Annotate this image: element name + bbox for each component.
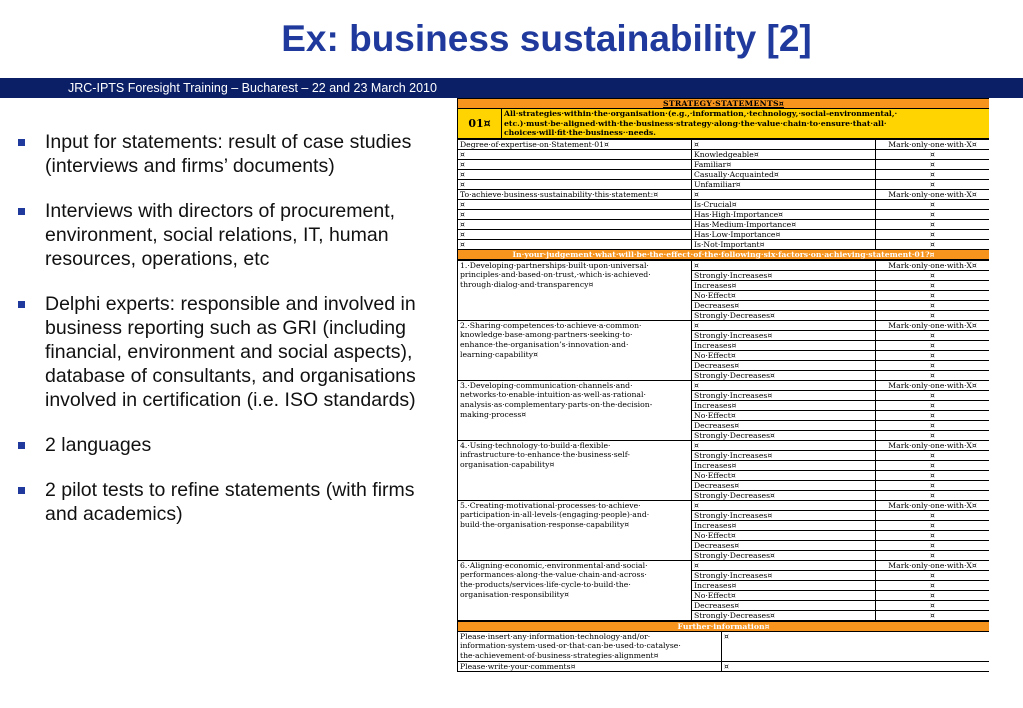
option-label: Knowledgeable¤ [692,149,876,159]
mark-instruction: Mark·only·one·with·X¤ [876,320,990,330]
option-label: Strongly·Increases¤ [692,450,876,460]
answer-cell[interactable]: ¤ [876,450,990,460]
mark-instruction: Mark·only·one·with·X¤ [876,139,990,149]
mark-instruction: Mark·only·one·with·X¤ [876,560,990,570]
slide-title: Ex: business sustainability [2] [281,18,812,59]
option-label: Decreases¤ [692,600,876,610]
answer-cell[interactable]: ¤ [876,390,990,400]
option-label: Increases¤ [692,280,876,290]
mark-instruction: Mark·only·one·with·X¤ [876,189,990,199]
answer-cell[interactable]: ¤ [876,590,990,600]
option-label: Has·Medium·Importance¤ [692,219,876,229]
option-label: No·Effect¤ [692,590,876,600]
option-label: Strongly·Increases¤ [692,330,876,340]
judgement-header: In·your·judgement·what·will·be·the·effect·of·the·following·six·factors·on·achieving·statement·01?¤ [458,249,990,259]
option-label: Strongly·Decreases¤ [692,610,876,620]
answer-cell[interactable]: ¤ [876,400,990,410]
answer-cell[interactable]: ¤ [876,239,990,249]
bullet-item: 2 languages [18,433,418,457]
bullet-item: 2 pilot tests to refine statements (with firms and academics) [18,478,418,526]
further-info-header: Further·information¤ [458,621,990,631]
option-label: No·Effect¤ [692,530,876,540]
bullet-square-icon [18,208,25,215]
answer-cell[interactable]: ¤ [876,300,990,310]
statement-table [457,98,989,139]
option-label: Strongly·Increases¤ [692,510,876,520]
option-label: Strongly·Decreases¤ [692,490,876,500]
option-label: Is·Not·Important¤ [692,239,876,249]
bullet-item: Input for statements: result of case studies (interviews and firms’ documents) [18,130,418,178]
option-label: No·Effect¤ [692,290,876,300]
option-label: Decreases¤ [692,480,876,490]
option-label: Unfamiliar¤ [692,179,876,189]
answer-cell[interactable]: ¤ [876,540,990,550]
expertise-table: Degree·of·expertise·on·Statement·01¤ ¤ Mark·only·one·with·X¤ ¤ Knowledgeable¤ ¤ ¤ Familiar¤ ¤ ¤ Casually·Acquainted¤ ¤ ¤ Unfamiliar¤ ¤ To·achieve·business·sustainability·this·statement:¤ ¤ Mark·only·one·with·X¤ ¤ Is·Crucial¤ ¤ ¤ Has·High·Importance¤ ¤ ¤ Has·Medium·Importance¤ ¤ ¤ Has·Low·Importance¤ ¤ ¤ Is·Not·Important¤ ¤ In·your·judgement·what·will·be·the·effect·of·the·following·six·factors·on·achieving·statement·01?¤ [457,139,989,260]
header-band [0,78,1023,98]
answer-cell[interactable]: ¤ [876,520,990,530]
option-label: Is·Crucial¤ [692,199,876,209]
further-answer[interactable]: ¤ [722,631,990,661]
comments-answer[interactable]: ¤ [722,661,990,672]
answer-cell[interactable]: ¤ [876,430,990,440]
option-label: Strongly·Increases¤ [692,270,876,280]
answer-cell[interactable]: ¤ [876,370,990,380]
answer-cell[interactable]: ¤ [876,179,990,189]
option-label: Strongly·Increases¤ [692,570,876,580]
mark-instruction: Mark·only·one·with·X¤ [876,380,990,390]
answer-cell[interactable]: ¤ [876,219,990,229]
option-label: Familiar¤ [692,159,876,169]
answer-cell[interactable]: ¤ [876,290,990,300]
importance-label: To·achieve·business·sustainability·this·statement:¤ [458,189,692,199]
option-label: Decreases¤ [692,360,876,370]
band-text: JRC-IPTS Foresight Training – Bucharest – 22 and 23 March 2010 [68,81,437,95]
answer-cell[interactable]: ¤ [876,350,990,360]
answer-cell[interactable]: ¤ [876,480,990,490]
answer-cell[interactable]: ¤ [876,159,990,169]
answer-cell[interactable]: ¤ [876,310,990,320]
option-label: No·Effect¤ [692,410,876,420]
strategy-statements-header: STRATEGY·STATEMENTS¤ [458,99,990,109]
option-label: No·Effect¤ [692,470,876,480]
further-info-table [457,621,989,672]
option-label: Strongly·Decreases¤ [692,370,876,380]
answer-cell[interactable]: ¤ [876,209,990,219]
answer-cell[interactable]: ¤ [876,169,990,179]
answer-cell[interactable]: ¤ [876,610,990,620]
comments-question: Please·write·your·comments¤ [458,661,722,672]
answer-cell[interactable]: ¤ [876,600,990,610]
option-label: Increases¤ [692,460,876,470]
answer-cell[interactable]: ¤ [876,270,990,280]
option-label: Increases¤ [692,340,876,350]
mark-instruction: Mark·only·one·with·X¤ [876,500,990,510]
statement-number: 01¤ [458,109,502,139]
factors-table: 1.·Developing·partnerships·built·upon·universal· principles·and·based·on·trust,·which·is·achieved· through·dialog·and·transparency¤ ¤ Mark·only·one·with·X¤ Strongly·Increases¤ ¤ Increases¤ ¤ No·Effect¤ ¤ Decreases¤ ¤ Strongly·Decreases¤ ¤ 2.·Sharing·competences·to·achieve·a·common· knowledge·base·among·partners·seeking·to· enhance·the·organisation’s·innovation·and· learning·capability¤ ¤ Mark·only·one·with·X¤ Strongly·Increases¤ ¤ Increases¤ ¤ No·Effect¤ ¤ Decreases¤ ¤ Strongly·Decreases¤ ¤ 3.·Developing·communication·channels·and· networks·to·enable·intuition·as·well·as·rational· analysis·as·complementary·parts·on·the·decision-making·process¤ ¤ Mark·only·one·with·X¤ Strongly·Increases¤ ¤ Increases¤ ¤ No·Effect¤ ¤ Decreases¤ ¤ Strongly·Decreases¤ ¤ 4.·Using·technology·to·build·a·flexible· infrastructure·to·enhance·the·business·self-organisation·capability¤ ¤ Mark·only·one·with·X¤ Strongly·Increases¤ ¤ Increases¤ ¤ No·Effect¤ ¤ Decreases¤ ¤ Strongly·Decreases¤ ¤ 5.·Creating·motivational·processes·to·achieve· participation·in·all·levels·(engaging·people)·and· build·the·organisation·response·capability¤ ¤ Mark·only·one·with·X¤ Strongly·Increases¤ ¤ Increases¤ ¤ No·Effect¤ ¤ Decreases¤ ¤ Strongly·Decreases¤ ¤ 6.·Aligning·economic,·environmental·and·social· performances·along·the·value·chain·and·across· the·products/services·life·cycle·to·build·the· organisation·responsibility¤ ¤ Mark·only·one·with·X¤ Strongly·Increases¤ ¤ Increases¤ ¤ No·Effect¤ ¤ Decreases¤ ¤ Strongly·Decreases¤ ¤ [457,260,989,621]
option-label: Increases¤ [692,400,876,410]
answer-cell[interactable]: ¤ [876,460,990,470]
bullet-square-icon [18,487,25,494]
factor-label: 5.·Creating·motivational·processes·to·achieve· participation·in·all·levels·(engaging·people)·and· build·the·organisation·response·capability¤ [458,500,692,560]
option-label: Strongly·Decreases¤ [692,550,876,560]
bullet-item: Delphi experts: responsible and involved in business reporting such as GRI (including financial, environment and social aspects), database of consultants, and organisations involved in certification (i.e. ISO standards) [18,292,418,412]
answer-cell[interactable]: ¤ [876,340,990,350]
option-label: Strongly·Decreases¤ [692,310,876,320]
option-label: Decreases¤ [692,300,876,310]
option-label: Decreases¤ [692,540,876,550]
bullet-square-icon [18,139,25,146]
factor-label: 6.·Aligning·economic,·environmental·and·social· performances·along·the·value·chain·and·across· the·products/services·life·cycle·to·build·the· organisation·responsibility¤ [458,560,692,620]
questionnaire-form [457,98,989,708]
answer-cell[interactable]: ¤ [876,360,990,370]
answer-cell[interactable]: ¤ [876,410,990,420]
option-label: No·Effect¤ [692,350,876,360]
statement-text: All·strategies·within·the·organisation·(e.g.,·information,·technology,·social-environmental,· etc.)·must·be·aligned·with·the·business·strategy·along·the·value·chain·to·ensure·that·all· choices·will·fit·the·business··needs. [502,109,990,139]
bullet-square-icon [18,442,25,449]
answer-cell[interactable]: ¤ [876,570,990,580]
further-question: Please·insert·any·information·technology·and/or· information·system·used·or·that·can·be·used·to·catalyse· the·achievement·of·business·strategies·alignment¤ [458,631,722,661]
option-label: Increases¤ [692,520,876,530]
answer-cell[interactable]: ¤ [876,330,990,340]
answer-cell[interactable]: ¤ [876,490,990,500]
factor-label: 3.·Developing·communication·channels·and· networks·to·enable·intuition·as·well·as·rational· analysis·as·complementary·parts·on·the·decision-making·process¤ [458,380,692,440]
answer-cell[interactable]: ¤ [876,420,990,430]
factor-label: 4.·Using·technology·to·build·a·flexible· infrastructure·to·enhance·the·business·self-organisation·capability¤ [458,440,692,500]
factor-label: 1.·Developing·partnerships·built·upon·universal· principles·and·based·on·trust,·which·is·achieved· through·dialog·and·transparency¤ [458,260,692,320]
expertise-label: Degree·of·expertise·on·Statement·01¤ [458,139,692,149]
answer-cell[interactable]: ¤ [876,229,990,239]
factor-label: 2.·Sharing·competences·to·achieve·a·common· knowledge·base·among·partners·seeking·to· enhance·the·organisation’s·innovation·and· learning·capability¤ [458,320,692,380]
answer-cell[interactable]: ¤ [876,149,990,159]
answer-cell[interactable]: ¤ [876,530,990,540]
answer-cell[interactable]: ¤ [876,550,990,560]
mark-instruction: Mark·only·one·with·X¤ [876,260,990,270]
answer-cell[interactable]: ¤ [876,199,990,209]
answer-cell[interactable]: ¤ [876,280,990,290]
bullet-list [18,130,418,547]
bullet-item: Interviews with directors of procurement, environment, social relations, IT, human resources, operations, etc [18,199,418,271]
mark-instruction: Mark·only·one·with·X¤ [876,440,990,450]
answer-cell[interactable]: ¤ [876,580,990,590]
bullet-square-icon [18,301,25,308]
option-label: Decreases¤ [692,420,876,430]
answer-cell[interactable]: ¤ [876,510,990,520]
option-label: Strongly·Increases¤ [692,390,876,400]
option-label: Casually·Acquainted¤ [692,169,876,179]
option-label: Increases¤ [692,580,876,590]
answer-cell[interactable]: ¤ [876,470,990,480]
option-label: Has·Low·Importance¤ [692,229,876,239]
option-label: Strongly·Decreases¤ [692,430,876,440]
option-label: Has·High·Importance¤ [692,209,876,219]
